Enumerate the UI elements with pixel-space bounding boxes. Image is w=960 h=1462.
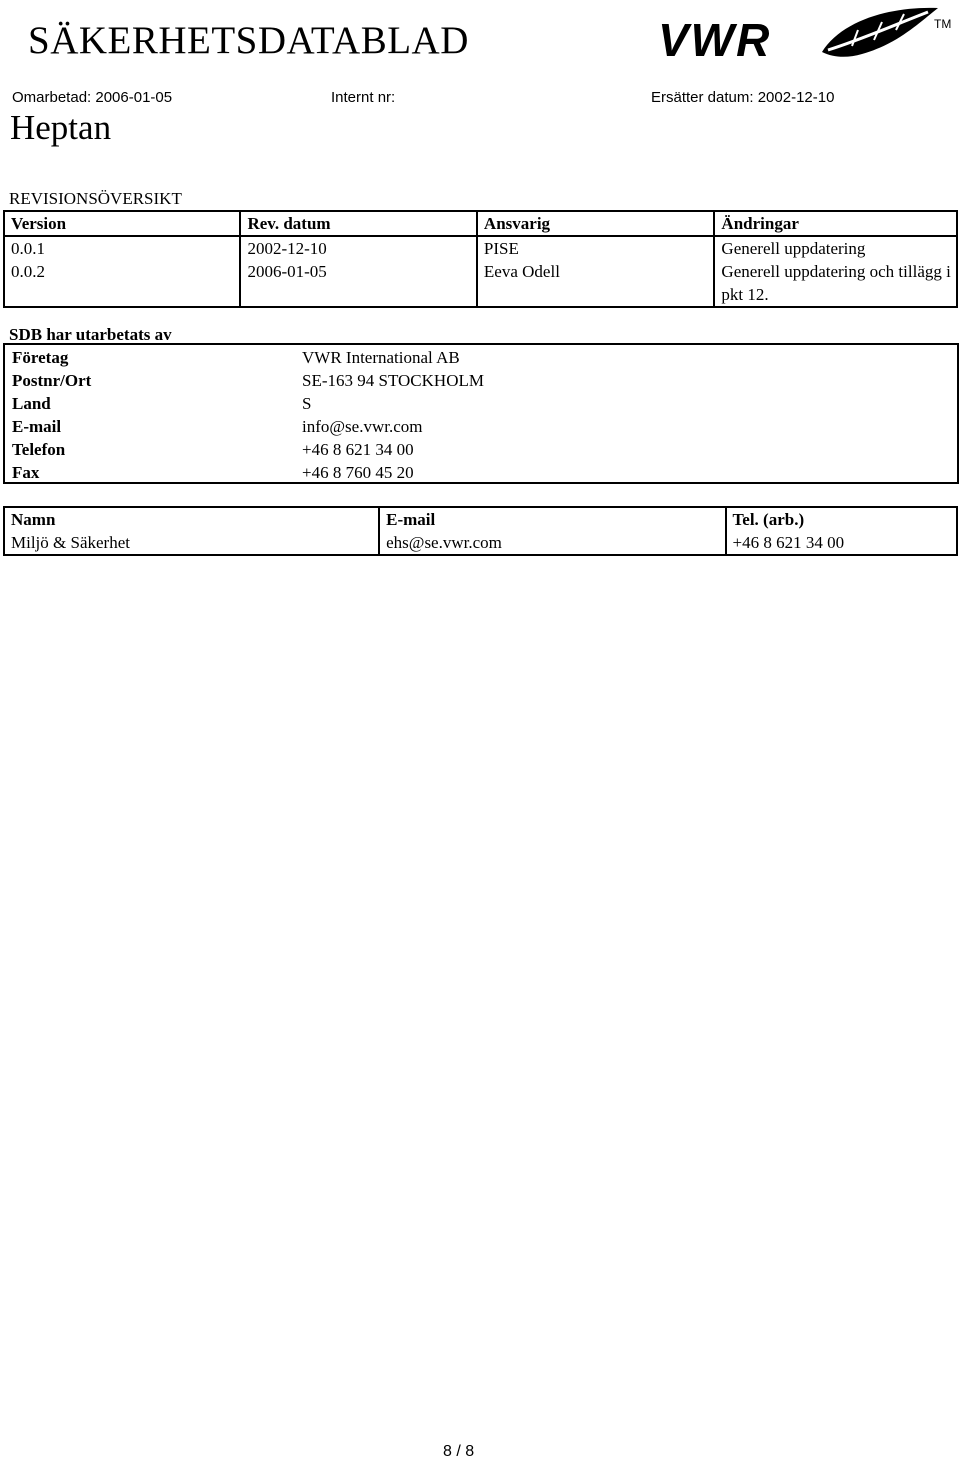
col-phone: Tel. (arb.) [726,507,958,531]
col-version: Version [4,211,240,236]
prepared-by-box [3,343,959,484]
phone-label: Telefon [12,440,66,459]
col-responsible: Ansvarig [477,211,715,236]
table-row [4,531,957,555]
country-value: S [302,394,312,413]
revision-header-row [4,211,957,236]
revision-heading: REVISIONSÖVERSIKT [9,189,182,208]
contact-table [3,506,958,556]
cell-changes: Generell uppdatering och tillägg i pkt 12. [714,260,957,307]
email-label: E-mail [12,417,62,436]
cell-responsible: Eeva Odell [477,260,715,307]
fax-value: +46 8 760 45 20 [302,463,414,482]
revised-date: Omarbetad: 2006-01-05 [12,89,173,106]
page-number: 8 / 8 [443,1443,475,1460]
cell-version: 0.0.1 [4,236,240,260]
company-value: VWR International AB [302,348,460,367]
cell-rev-date: 2006-01-05 [240,260,476,307]
fax-label: Fax [12,463,40,482]
postal-label: Postnr/Ort [12,371,92,390]
postal-value: SE-163 94 STOCKHOLM [302,371,484,390]
cell-changes: Generell uppdatering [714,236,957,260]
company-label: Företag [12,348,69,367]
cell-responsible: PISE [477,236,715,260]
replaces-date: Ersätter datum: 2002-12-10 [651,89,835,106]
cell-email: ehs@se.vwr.com [379,531,725,555]
cell-phone: +46 8 621 34 00 [726,531,958,555]
document-title: SÄKERHETSDATABLAD [28,19,469,62]
col-email: E-mail [379,507,725,531]
trademark-symbol: TM [934,17,952,31]
table-row [4,260,957,307]
country-label: Land [12,394,51,413]
col-changes: Ändringar [714,211,957,236]
revision-table [3,210,958,308]
cell-rev-date: 2002-12-10 [240,236,476,260]
contact-header-row [4,507,957,531]
prepared-by-heading: SDB har utarbetats av [9,325,172,344]
logo-wordmark: VWR [658,14,772,66]
col-name: Namn [4,507,379,531]
phone-value: +46 8 621 34 00 [302,440,414,459]
col-rev-date: Rev. datum [240,211,476,236]
cell-version: 0.0.2 [4,260,240,307]
product-name: Heptan [10,108,112,147]
vwr-logo [652,0,952,66]
table-row [4,236,957,260]
internal-number: Internt nr: [331,89,396,106]
email-value: info@se.vwr.com [302,417,423,436]
cell-name: Miljö & Säkerhet [4,531,379,555]
